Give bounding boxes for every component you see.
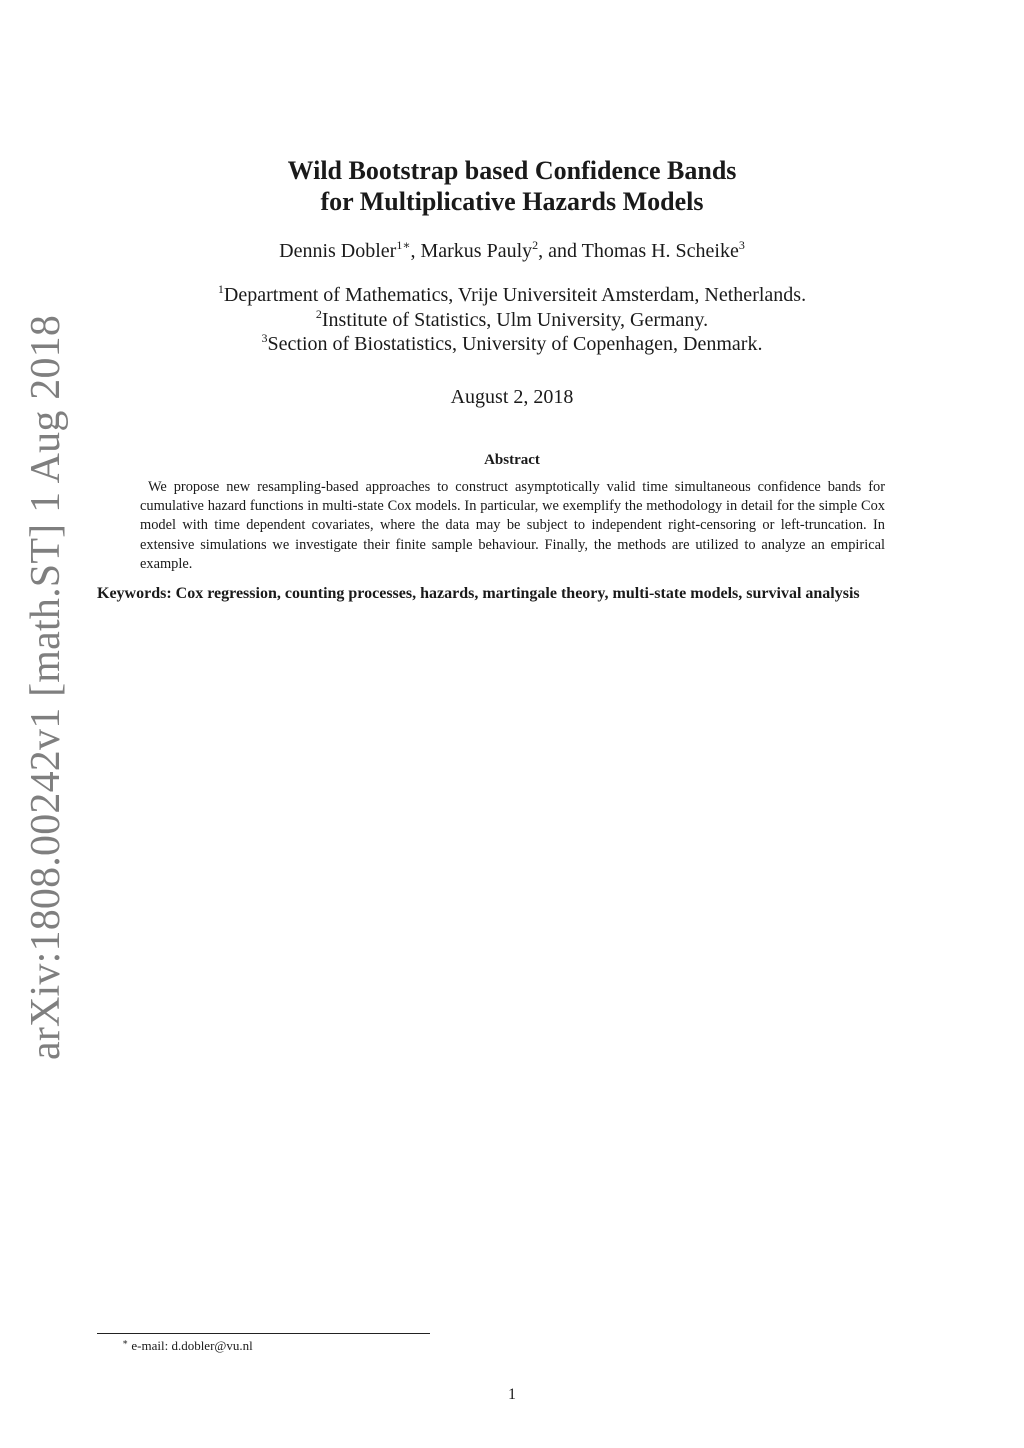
- keywords-label: Keywords:: [97, 585, 172, 602]
- abstract-heading: Abstract: [484, 452, 540, 468]
- affiliation-mark: 2: [315, 306, 322, 321]
- affiliation-text: Institute of Statistics, Ulm University, Germany.: [321, 308, 709, 331]
- author-separator: ,: [410, 240, 421, 262]
- affiliation-text: Department of Mathematics, Vrije Universiteit Amsterdam, Netherlands.: [223, 284, 807, 306]
- affiliation-line: [0, 308, 1024, 333]
- author-name: Thomas H. Scheike: [581, 240, 739, 262]
- affiliation-text: Section of Biostatistics, University of Copenhagen, Denmark.: [267, 333, 763, 355]
- affiliation-list: [0, 283, 1024, 357]
- arxiv-identifier-stamp: arXiv:1808.00242v1 [math.ST] 1 Aug 2018: [23, 314, 69, 1060]
- title-line-2: for Multiplicative Hazards Models: [320, 187, 704, 216]
- author-separator: , and: [538, 240, 582, 262]
- keywords-text: Cox regression, counting processes, hazards, martingale theory, multi-state models, survival analysis: [175, 585, 860, 602]
- paper-title: [0, 155, 1024, 217]
- author-affiliation-mark: 2: [532, 238, 539, 252]
- author-name: Dennis Dobler: [279, 240, 397, 262]
- author-name: Markus Pauly: [420, 240, 533, 262]
- affiliation-mark: 3: [261, 331, 268, 345]
- footnote-divider: [97, 1333, 430, 1334]
- author-list: [0, 240, 1024, 263]
- abstract-text: We propose new resampling-based approaches to construct asymptotically valid time simultaneous confidence bands for cumulative hazard functions in multi-state Cox models. In particular, we exemplify the methodology in detail for the simple Cox model with time dependent covariates, where the data may be subject to independent right-censoring or left-truncation. In extensive simulations we investigate their finite sample behaviour. Finally, the methods are utilized to analyze an empirical example.: [140, 479, 885, 572]
- page-number: 1: [508, 1386, 516, 1403]
- affiliation-line: [0, 283, 1024, 308]
- author-affiliation-mark: 3: [738, 238, 745, 252]
- footnote-email: e-mail: d.dobler@vu.nl: [131, 1338, 253, 1353]
- title-line-1: Wild Bootstrap based Confidence Bands: [287, 156, 737, 185]
- affiliation-line: [0, 332, 1024, 357]
- affiliation-mark: 1: [217, 282, 224, 296]
- footnote: [122, 1338, 253, 1354]
- author-affiliation-mark: 1∗: [396, 238, 411, 252]
- keywords-section: [97, 583, 929, 604]
- publication-date: August 2, 2018: [450, 386, 574, 408]
- footnote-mark: ∗: [122, 1337, 129, 1347]
